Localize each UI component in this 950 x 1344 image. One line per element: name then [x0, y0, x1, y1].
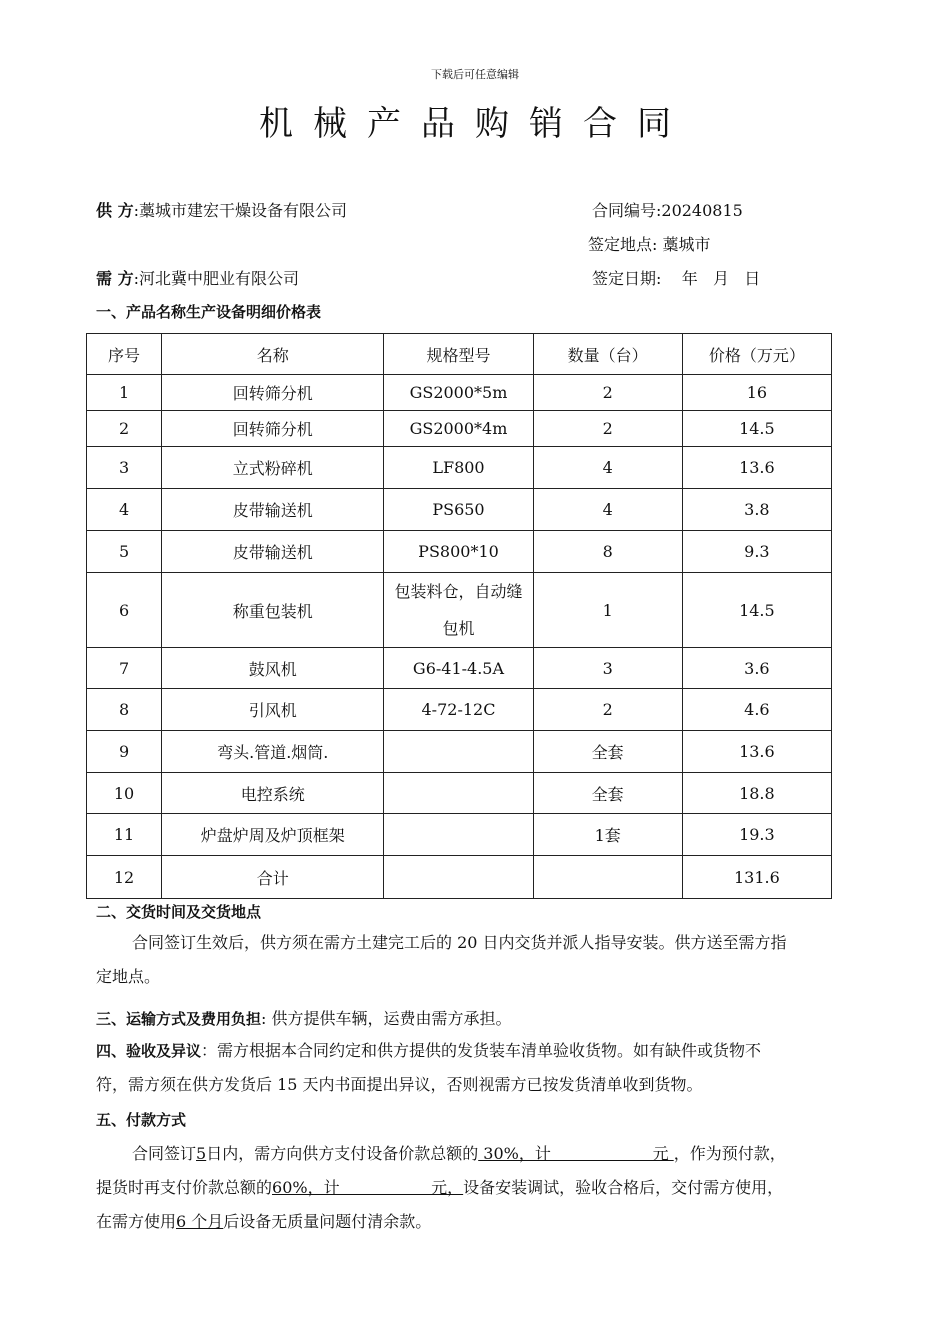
- cell-model: [384, 731, 533, 773]
- cell-qty: 全套: [533, 773, 682, 814]
- s5-delivery-amount: 60%，计 元，: [272, 1178, 464, 1197]
- cell-model: PS800*10: [384, 531, 533, 573]
- cell-no: 6: [87, 573, 162, 648]
- cell-price: 131.6: [682, 856, 831, 899]
- cell-no: 2: [87, 411, 162, 447]
- cell-model: 包装料仓，自动缝包机: [384, 573, 533, 648]
- cell-qty: 4: [533, 447, 682, 489]
- s5-l1a: 合同签订: [132, 1144, 197, 1163]
- s5-l2c: 设备安装调试，验收合格后，交付需方使用，: [463, 1178, 784, 1197]
- cell-qty: 全套: [533, 731, 682, 773]
- supplier-line: [96, 198, 347, 221]
- cell-price: 14.5: [682, 573, 831, 648]
- cell-name: 回转筛分机: [162, 411, 384, 447]
- cell-qty: 4: [533, 489, 682, 531]
- header-model: 规格型号: [384, 334, 533, 375]
- cell-no: 9: [87, 731, 162, 773]
- section5-heading: 五、付款方式: [96, 1111, 187, 1129]
- section2-paragraph: [96, 926, 856, 994]
- table-row: [87, 531, 832, 573]
- section2-line1: 合同签订生效后，供方须在需方土建完工后的 20 日内交货并派人指导安装。供方送至需方指: [132, 933, 787, 952]
- header-qty: 数量（台）: [533, 334, 682, 375]
- cell-price: 3.8: [682, 489, 831, 531]
- cell-no: 11: [87, 814, 162, 856]
- cell-no: 4: [87, 489, 162, 531]
- cell-price: 9.3: [682, 531, 831, 573]
- sign-place: 签定地点: 藁城市: [588, 235, 711, 254]
- cell-price: 13.6: [682, 731, 831, 773]
- s5-period: 6 个月: [176, 1212, 224, 1231]
- cell-price: 18.8: [682, 773, 831, 814]
- table-row: [87, 731, 832, 773]
- cell-name: 电控系统: [162, 773, 384, 814]
- section2-heading: 二、交货时间及交货地点: [96, 903, 262, 921]
- section5-paragraph: [96, 1137, 856, 1239]
- cell-qty: 3: [533, 648, 682, 689]
- section4-paragraph: [96, 1034, 856, 1102]
- cell-qty: 2: [533, 689, 682, 731]
- section4-line2: 符，需方须在供方发货后 15 天内书面提出异议，否则视需方已按发货清单收到货物。: [96, 1075, 703, 1094]
- cell-no: 8: [87, 689, 162, 731]
- cell-name: 回转筛分机: [162, 375, 384, 411]
- cell-no: 12: [87, 856, 162, 899]
- sign-date: 签定日期: 年 月 日: [592, 269, 761, 288]
- table-row: [87, 689, 832, 731]
- contract-number: 合同编号:20240815: [592, 201, 743, 220]
- section1-heading: 一、产品名称生产设备明细价格表: [96, 303, 322, 321]
- cell-no: 5: [87, 531, 162, 573]
- cell-qty: 8: [533, 531, 682, 573]
- cell-name: 引风机: [162, 689, 384, 731]
- cell-no: 7: [87, 648, 162, 689]
- cell-name: 合计: [162, 856, 384, 899]
- s5-l3a: 在需方使用: [96, 1212, 177, 1231]
- section2-line2: 定地点。: [96, 967, 161, 986]
- cell-qty: 2: [533, 375, 682, 411]
- table-row: [87, 773, 832, 814]
- contract-title: 机械产品购销合同: [259, 104, 691, 144]
- buyer-label: 需 方: [96, 269, 134, 288]
- cell-no: 10: [87, 773, 162, 814]
- cell-qty: [533, 856, 682, 899]
- cell-model: LF800: [384, 447, 533, 489]
- cell-model: PS650: [384, 489, 533, 531]
- buyer-line: [96, 266, 299, 289]
- buyer-name: :河北冀中肥业有限公司: [133, 269, 299, 288]
- cell-qty: 1: [533, 573, 682, 648]
- s5-days: 5: [196, 1144, 207, 1163]
- cell-price: 4.6: [682, 689, 831, 731]
- header-name: 名称: [162, 334, 384, 375]
- cell-model: [384, 773, 533, 814]
- cell-qty: 2: [533, 411, 682, 447]
- cell-model: [384, 856, 533, 899]
- cell-model: 4-72-12C: [384, 689, 533, 731]
- cell-qty: 1套: [533, 814, 682, 856]
- equipment-price-table: [86, 333, 832, 899]
- header-no: 序号: [87, 334, 162, 375]
- section4-text: ：需方根据本合同约定和供方提供的发货装车清单验收货物。如有缺件或货物不: [201, 1041, 762, 1060]
- cell-name: 弯头.管道.烟筒.: [162, 731, 384, 773]
- section3-text: : 供方提供车辆，运费由需方承担。: [261, 1009, 512, 1028]
- cell-name: 称重包装机: [162, 573, 384, 648]
- cell-name: 炉盘炉周及炉顶框架: [162, 814, 384, 856]
- cell-price: 16: [682, 375, 831, 411]
- cell-model: [384, 814, 533, 856]
- cell-price: 3.6: [682, 648, 831, 689]
- supplier-label: 供 方: [96, 201, 134, 220]
- table-header-row: [87, 334, 832, 375]
- s5-l1e: ，作为预付款，: [673, 1144, 786, 1163]
- table-row: [87, 375, 832, 411]
- table-row: [87, 447, 832, 489]
- cell-price: 13.6: [682, 447, 831, 489]
- cell-name: 皮带输送机: [162, 489, 384, 531]
- table-row: [87, 411, 832, 447]
- section4-heading: 四、验收及异议: [96, 1042, 202, 1060]
- cell-model: GS2000*5m: [384, 375, 533, 411]
- s5-advance-amount: 30%，计 元: [478, 1144, 674, 1163]
- cell-name: 鼓风机: [162, 648, 384, 689]
- table-row: [87, 814, 832, 856]
- header-price: 价格（万元）: [682, 334, 831, 375]
- cell-price: 19.3: [682, 814, 831, 856]
- s5-l1c: 日内，需方向供方支付设备价款总额的: [206, 1144, 479, 1163]
- supplier-name: :藁城市建宏干燥设备有限公司: [133, 201, 347, 220]
- section3-heading: 三、运输方式及费用负担: [96, 1010, 262, 1028]
- table-row: [87, 489, 832, 531]
- cell-price: 14.5: [682, 411, 831, 447]
- cell-no: 1: [87, 375, 162, 411]
- cell-model: GS2000*4m: [384, 411, 533, 447]
- s5-l3c: 后设备无质量问题付清余款。: [223, 1212, 432, 1231]
- table-row: [87, 648, 832, 689]
- s5-l2a: 提货时再支付价款总额的: [96, 1178, 273, 1197]
- cell-no: 3: [87, 447, 162, 489]
- cell-name: 立式粉碎机: [162, 447, 384, 489]
- table-row: [87, 573, 832, 648]
- section3-line: [96, 1006, 512, 1029]
- header-note: 下载后可任意编辑: [431, 68, 519, 81]
- cell-model: G6-41-4.5A: [384, 648, 533, 689]
- cell-name: 皮带输送机: [162, 531, 384, 573]
- table-total-row: [87, 856, 832, 899]
